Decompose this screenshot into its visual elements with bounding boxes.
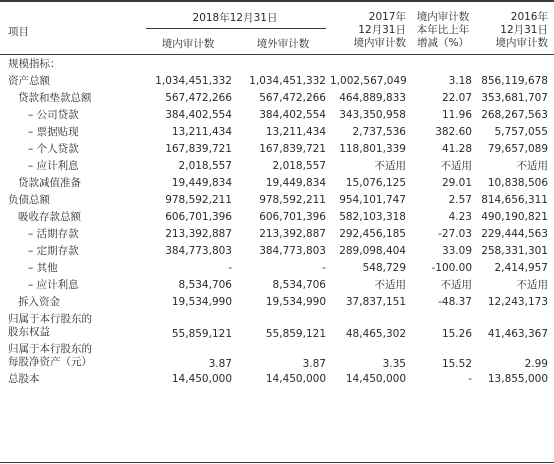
row-value: 213,392,887 <box>259 228 326 240</box>
row-value: 606,701,396 <box>165 211 232 223</box>
row-value: 384,402,554 <box>165 109 232 121</box>
row-value: 不适用 <box>374 160 406 172</box>
row-value: - <box>468 373 472 385</box>
table-row <box>0 73 554 90</box>
row-value: 41.28 <box>441 143 472 155</box>
row-label: 归属于本行股东的 每股净资产（元） <box>8 343 92 368</box>
table-row <box>0 243 554 260</box>
row-value: 384,773,803 <box>259 245 326 257</box>
row-label: – 公司贷款 <box>28 109 79 121</box>
table-row <box>0 260 554 277</box>
row-value: 814,656,311 <box>481 194 548 206</box>
row-value: 55,859,121 <box>171 328 232 340</box>
row-value: -100.00 <box>431 262 472 274</box>
header-2018-group: 2018年12月31日 <box>192 12 278 24</box>
row-value: 14,450,000 <box>171 373 232 385</box>
row-value: 464,889,833 <box>339 92 406 104</box>
header-2018-rule <box>146 28 326 29</box>
row-value: 13,211,434 <box>265 126 326 138</box>
row-value: 606,701,396 <box>259 211 326 223</box>
row-value: 8,534,706 <box>272 279 326 291</box>
row-value: 不适用 <box>440 160 472 172</box>
row-value: 567,472,266 <box>165 92 232 104</box>
row-value <box>410 56 476 73</box>
header-bottom-rule <box>0 54 554 55</box>
row-value: 55,859,121 <box>265 328 326 340</box>
row-value: 4.23 <box>448 211 472 223</box>
row-value: 978,592,211 <box>165 194 232 206</box>
row-value: 48,465,302 <box>345 328 406 340</box>
row-label: 拆入资金 <box>18 296 60 308</box>
row-value: 19,534,990 <box>265 296 326 308</box>
row-value: 582,103,318 <box>339 211 406 223</box>
row-value: 2,018,557 <box>272 160 326 172</box>
row-value <box>330 56 410 73</box>
header-col-overseas: 境外审计数 <box>256 38 310 50</box>
row-value <box>140 56 236 73</box>
row-value: 19,449,834 <box>265 177 326 189</box>
row-value: 978,592,211 <box>259 194 326 206</box>
row-value: 1,002,567,049 <box>330 75 407 87</box>
table-header <box>0 4 554 59</box>
row-value: 289,098,404 <box>339 245 406 257</box>
row-label: 贷款和垫款总额 <box>18 92 92 104</box>
row-value: 384,773,803 <box>165 245 232 257</box>
row-value: 15.26 <box>441 328 472 340</box>
row-label: 负债总额 <box>8 194 50 206</box>
row-value: 856,119,678 <box>481 75 548 87</box>
row-value: 258,331,301 <box>481 245 548 257</box>
row-value <box>476 56 554 73</box>
table-row <box>0 341 554 371</box>
row-value: 19,449,834 <box>171 177 232 189</box>
row-value: 167,839,721 <box>259 143 326 155</box>
table-row <box>0 226 554 243</box>
table-row <box>0 175 554 192</box>
row-value: 353,681,707 <box>481 92 548 104</box>
data-table <box>0 56 554 388</box>
row-value: 29.01 <box>441 177 472 189</box>
row-value: 268,267,563 <box>481 109 548 121</box>
row-value: 1,034,451,332 <box>155 75 232 87</box>
row-value: 954,101,747 <box>339 194 406 206</box>
row-value: 2.57 <box>448 194 472 206</box>
row-value: 382.60 <box>435 126 472 138</box>
row-value: 292,456,185 <box>339 228 406 240</box>
row-value: 10,838,506 <box>487 177 548 189</box>
row-value: 37,837,151 <box>345 296 406 308</box>
row-value: 33.09 <box>441 245 472 257</box>
row-value: 229,444,563 <box>481 228 548 240</box>
table-row <box>0 209 554 226</box>
row-value: 2,018,557 <box>178 160 232 172</box>
row-value: 15.52 <box>441 358 472 370</box>
row-value: 不适用 <box>516 279 548 291</box>
row-label: – 个人贷款 <box>28 143 79 155</box>
row-value: 79,657,089 <box>487 143 548 155</box>
table-row <box>0 294 554 311</box>
row-value: 213,392,887 <box>165 228 232 240</box>
table-row <box>0 192 554 209</box>
row-value: 不适用 <box>440 279 472 291</box>
row-value: 5,757,055 <box>494 126 548 138</box>
row-value: 2,737,536 <box>352 126 406 138</box>
row-value: 3.87 <box>302 358 326 370</box>
table-row <box>0 90 554 107</box>
row-value: 8,534,706 <box>178 279 232 291</box>
row-label: 吸收存款总额 <box>18 211 81 223</box>
row-value: -48.37 <box>438 296 472 308</box>
row-label: – 应计利息 <box>28 160 79 172</box>
row-value: 41,463,367 <box>487 328 548 340</box>
row-value: 19,534,990 <box>171 296 232 308</box>
row-value: 2.99 <box>524 358 548 370</box>
header-item: 项目 <box>8 26 29 38</box>
row-label: 总股本 <box>8 373 40 385</box>
row-value: 3.35 <box>382 358 406 370</box>
row-value: 167,839,721 <box>165 143 232 155</box>
row-value: 12,243,173 <box>487 296 548 308</box>
row-value: 2,414,957 <box>494 262 548 274</box>
row-label: – 定期存款 <box>28 245 79 257</box>
row-label: 归属于本行股东的 股东权益 <box>8 313 92 338</box>
row-value: 不适用 <box>374 279 406 291</box>
table-top-rule <box>0 0 554 2</box>
row-value: 15,076,125 <box>345 177 406 189</box>
row-value: 343,350,958 <box>339 109 406 121</box>
row-label: – 票据贴现 <box>28 126 79 138</box>
row-value: 13,855,000 <box>487 373 548 385</box>
row-value: 384,402,554 <box>259 109 326 121</box>
row-value: 3.87 <box>208 358 232 370</box>
header-col-2017: 2017年 12月31日 境内审计数 <box>353 11 406 49</box>
row-label: – 应计利息 <box>28 279 79 291</box>
table-row <box>0 158 554 175</box>
header-col-change: 境内审计数 本年比上年 增减（%） <box>416 11 470 49</box>
row-label: 规模指标： <box>8 58 61 70</box>
row-value <box>236 56 330 73</box>
row-value: 490,190,821 <box>481 211 548 223</box>
header-col-domestic: 境内审计数 <box>161 38 215 50</box>
table-bottom-rule <box>0 462 554 463</box>
row-value: 22.07 <box>441 92 472 104</box>
table-row <box>0 371 554 388</box>
row-value: 13,211,434 <box>171 126 232 138</box>
table-row <box>0 107 554 124</box>
row-value: 不适用 <box>516 160 548 172</box>
row-value: 14,450,000 <box>265 373 326 385</box>
row-label: 资产总额 <box>8 75 50 87</box>
row-value: - <box>228 262 232 274</box>
row-value: 567,472,266 <box>259 92 326 104</box>
row-value: 14,450,000 <box>345 373 406 385</box>
row-label: – 其他 <box>28 262 58 274</box>
row-value: 11.96 <box>441 109 472 121</box>
row-label: 贷款减值准备 <box>18 177 81 189</box>
row-value: 3.18 <box>448 75 472 87</box>
row-value: - <box>322 262 326 274</box>
row-value: 548,729 <box>362 262 406 274</box>
table-row <box>0 141 554 158</box>
row-value: 118,801,339 <box>339 143 406 155</box>
row-label: – 活期存款 <box>28 228 79 240</box>
row-value: 1,034,451,332 <box>249 75 326 87</box>
table-row <box>0 311 554 341</box>
header-col-2016: 2016年 12月31日 境内审计数 <box>495 11 548 49</box>
table-row <box>0 277 554 294</box>
table-row <box>0 124 554 141</box>
row-value: -27.03 <box>438 228 472 240</box>
table-row <box>0 56 554 73</box>
